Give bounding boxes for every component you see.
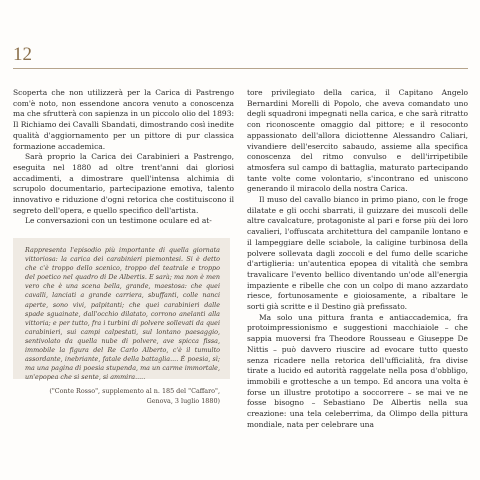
right-paragraph-2: Il muso del cavallo bianco in primo piano, con le froge dilatate e gli occhi sbarrati, il guizzare dei muscoli delle altre cavalcature, protagoniste al pari e forse più dei loro cavalieri, l'offuscata architettura del campanile lontano e il lampeggiare delle sciabole, la caligine turbinosa della polvere sollevata dagli zoccoli e del fumo delle scariche d'artiglieria: un'autentica epopea di vitalità che sembra travalicare l'evento bellico diventando un'ode all'energia impaziente e ribelle che con un colpo di mano azzardato riesce, fortunosamente e gioiosamente, a ribaltare le sorti già scritte e il Destino già prefissato. [247, 195, 468, 312]
page-number: 12 [13, 44, 32, 65]
quote-source [25, 387, 220, 405]
left-column [13, 88, 234, 227]
left-paragraph-2: Sarà proprio la Carica dei Carabinieri a Pastrengo, eseguita nel 1880 ad oltre trent'anni dai gloriosi accadimenti, a dimostrare quell'intensa alchimia di scrupolo documentario, partecipazione emotiva, talento innovativo e riduzione d'ogni retorica che costituiscono il segreto dell'opera, e quello specifico dell'artista. [13, 152, 234, 215]
quote-source-line-2: Genova, 3 luglio 1880) [146, 396, 220, 405]
left-paragraph-1: Scoperta che non utilizzerà per la Carica di Pastrengo com'è noto, non essendone ancora venuto a conoscenza ma che sfrutterà con sapienza in un piccolo olio del 1893: Il Richiamo dei Cavalli Sbandati, dimostrando così inedite qualità d'aggiornamento per un pittore di pur classica formazione accademica. [13, 88, 234, 151]
right-paragraph-3: Ma solo una pittura franta e antiaccademica, fra protoimpressionismo e suggestioni macchiaiole – che sappia muoversi fra Theodore Rousseau e Giuseppe De Nittis – può davvero riuscire ad evocare tutto questo senza ricadere nella retorica dell'ufficialità, fra divise tirate a lucido ed autorità raggelate nella posa d'obbligo, immobili e grottesche a un tempo. Ed ancora una volta è forse un illustre prototipo a soccorrere – se mai ve ne fosse bisogno – Sebastiano De Albertis nella sua creazione: una tela celeberrima, da Olimpo della pittura mondiale, nata per celebrare una [247, 312, 468, 429]
right-column [247, 88, 468, 431]
quote-source-line-1: ("Conte Rosso", supplemento al n. 185 del "Caffaro", [49, 387, 220, 396]
left-paragraph-3: Le conversazioni con un testimone oculare ed at- [25, 216, 212, 226]
header-rule [13, 68, 468, 69]
quote-box [13, 238, 230, 405]
right-paragraph-1: tore privilegiato della carica, il Capitano Angelo Bernardini Morelli di Popolo, che aveva comandato uno degli squadroni impegnati nella carica, e che sarà ritratto con riconoscente omaggio dal pittore; e il resoconto appassionato dell'allora diciottenne Alessandro Caliari, vivandiere dell'esercito sabaudo, assieme alla specifica conoscenza del ritmo convulso e dell'irripetibile atmosfera sul campo di battaglia, maturato partecipando tante volte come volontario, s'incontrano ed uniscono generando il miracolo della nostra Carica. [247, 88, 468, 194]
quote-text: Rappresenta l'episodio più importante di quella giornata vittoriosa: la carica dei carabinieri piemontesi. Si è detto che c'è troppo dello scenico, troppo del teatrale e troppo del poetico nel quadro di De Albertis. E sarà; ma non è men vero che è una scena bella, grande, maestosa: che quei cavalli, lanciati a grande carriera, sbuffanti, colle nanci aperte, sono vivi, palpitanti; che quei carabinieri dalle spade sguainate, dall'occhio dilatato, corrono anelanti alla vittoria; e per tutto, fra i turbini di polvere sollevati da quei carabinieri, sui campi calpestati, sul lontano paesaggio, sentivolato da quella nube di polvere, ave spicca fissa, immobile la figura del Re Carlo Alberto, c'è il tumulto assordante, inebriante, fatale della battaglia.... È poesia, sì; ma una pagina di poesia stupenda, ma un carme immortale, un'epopea che si sente, si ammira..... [25, 246, 220, 382]
